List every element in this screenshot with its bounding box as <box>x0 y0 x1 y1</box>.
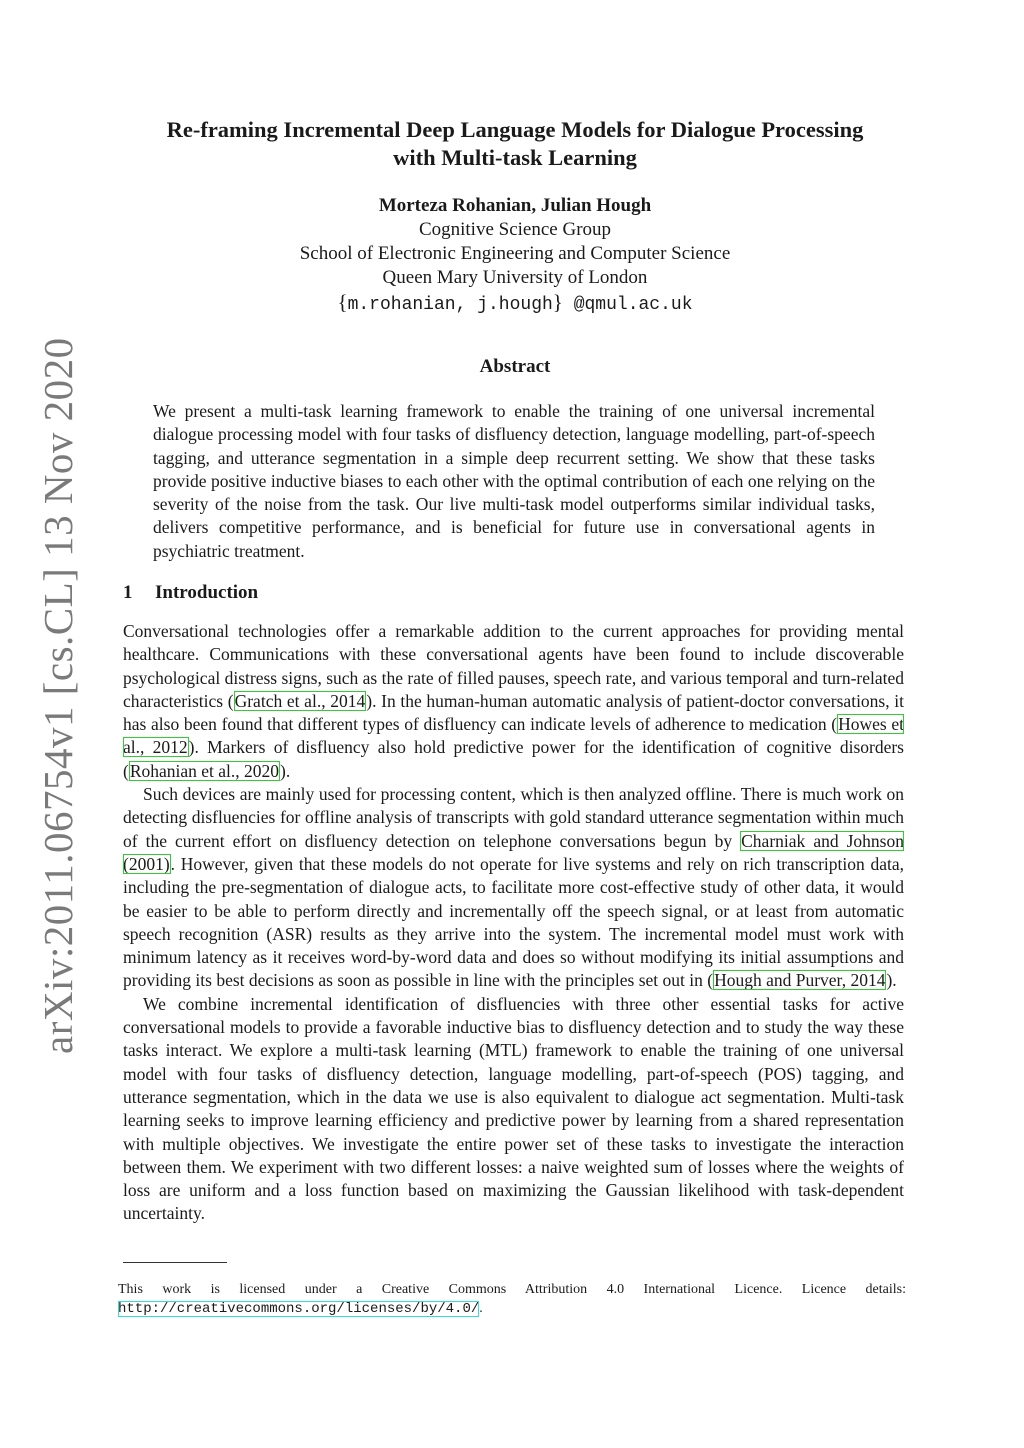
section-heading <box>123 582 258 604</box>
section-title: Introduction <box>155 582 259 603</box>
license-footnote <box>118 1280 906 1319</box>
author-block <box>110 194 920 317</box>
citation-link[interactable]: Rohanian et al., 2020 <box>129 760 280 781</box>
email-domain: @qmul.ac.uk <box>562 295 693 315</box>
section-number: 1 <box>123 582 133 603</box>
abstract-heading: Abstract <box>479 356 551 377</box>
email-brace-open: { <box>337 290 348 314</box>
paragraph-text: ). Markers of disfluency also hold predictive power for the identification of cognitive disorders ( <box>123 737 904 781</box>
affiliation-group: Cognitive Science Group <box>418 219 612 240</box>
email-users: m.rohanian, j.hough <box>347 295 553 315</box>
author-names: Morteza Rohanian, Julian Hough <box>378 195 652 216</box>
footnote-divider <box>123 1262 227 1263</box>
affiliation-school: School of Electronic Engineering and Computer Science <box>299 243 731 264</box>
citation-link[interactable]: Hough and Purver, 2014 <box>714 970 886 991</box>
citation-link[interactable]: Charniak and Johnson (2001) <box>123 830 904 874</box>
author-emails <box>110 290 920 317</box>
paper-title <box>110 116 920 172</box>
paragraph-text: Such devices are mainly used for processing content, which is then analyzed offline. There is much work on detecting disfluencies for offline analysis of transcripts with gold standard utterance segmentation within much of the current effort on disfluency detection on telephone conversations begun by <box>123 784 904 851</box>
email-brace-close: } <box>552 290 563 314</box>
title-line-1: Re-framing Incremental Deep Language Models for Dialogue Processing <box>166 117 864 142</box>
introduction-body <box>123 620 904 1226</box>
paragraph-text: . However, given that these models do not operate for live systems and rely on rich transcription data, including the pre-segmentation of dialogue acts, to facilitate more cost-effective study of other data, it would be easier to be able to perform directly and incrementally off the speech signal, or at least from automatic speech recognition (ASR) results as they arrive into the system. The incremental model must work with minimum latency as it receives word-by-word data and does so without modifying its initial assumptions and providing its best decisions as soon as possible in line with the principles set out in ( <box>123 853 904 991</box>
footnote-end: . <box>479 1301 483 1316</box>
paragraph-text: ). <box>886 970 897 991</box>
abstract-text: We present a multi-task learning framework to enable the training of one universal incremental dialogue processing model with four tasks of disfluency detection, language modelling, part-of-speech tagging, and utterance segmentation in a simple deep recurrent setting. We show that these tasks provide positive inductive biases to each other with the optimal contribution of each one relying on the severity of the noise from the task. Our live multi-task model outperforms similar individual tasks, delivers competitive performance, and is beneficial for future use in conversational agents in psychiatric treatment. <box>153 401 875 561</box>
citation-link[interactable]: Howes et al., 2012 <box>123 714 904 758</box>
paragraph-text: Conversational technologies offer a remarkable addition to the current approaches for providing mental healthcare. Communications with these conversational agents have been found to include discoverable psychological distress signs, such as the rate of filled pauses, speech rate, and various temporal and turn-related characteristics ( <box>123 621 904 711</box>
title-line-2: with Multi-task Learning <box>393 145 637 170</box>
citation-link[interactable]: Gratch et al., 2014 <box>234 690 366 711</box>
footnote-text: This work is licensed under a Creative Commons Attribution 4.0 International Licence. Licence details: <box>118 1282 906 1297</box>
paragraph-text: ). <box>280 760 291 781</box>
affiliation-university: Queen Mary University of London <box>382 267 648 288</box>
arxiv-identifier: arXiv:2011.06754v1 [cs.CL] 13 Nov 2020 <box>35 337 81 1054</box>
paragraph-2 <box>123 783 904 993</box>
paragraph-3: We combine incremental identification of disfluencies with three other essential tasks for active conversational models to provide a favorable inductive bias to disfluency detection and to study the way these tasks interact. We explore a multi-task learning (MTL) framework to enable the training of one universal model with four tasks of disfluency detection, language modelling, part-of-speech (POS) tagging, and utterance segmentation, which in the data we use is also equivalent to dialogue act segmentation. Multi-task learning seeks to improve learning efficiency and predictive power by learning from a shared representation with multiple objectives. We investigate the entire power set of these tasks to investigate the interaction between them. We experiment with two different losses: a naive weighted sum of losses where the weights of loss are uniform and a loss function based on maximizing the Gaussian likelihood with task-dependent uncertainty. <box>123 993 904 1224</box>
paragraph-text: ). In the human-human automatic analysis of patient-doctor conversations, it has also been found that different types of disfluency can indicate levels of adherence to medication ( <box>123 690 905 735</box>
license-url-link[interactable]: http://creativecommons.org/licenses/by/4.0/ <box>118 1301 480 1317</box>
paragraph-1 <box>123 620 904 783</box>
